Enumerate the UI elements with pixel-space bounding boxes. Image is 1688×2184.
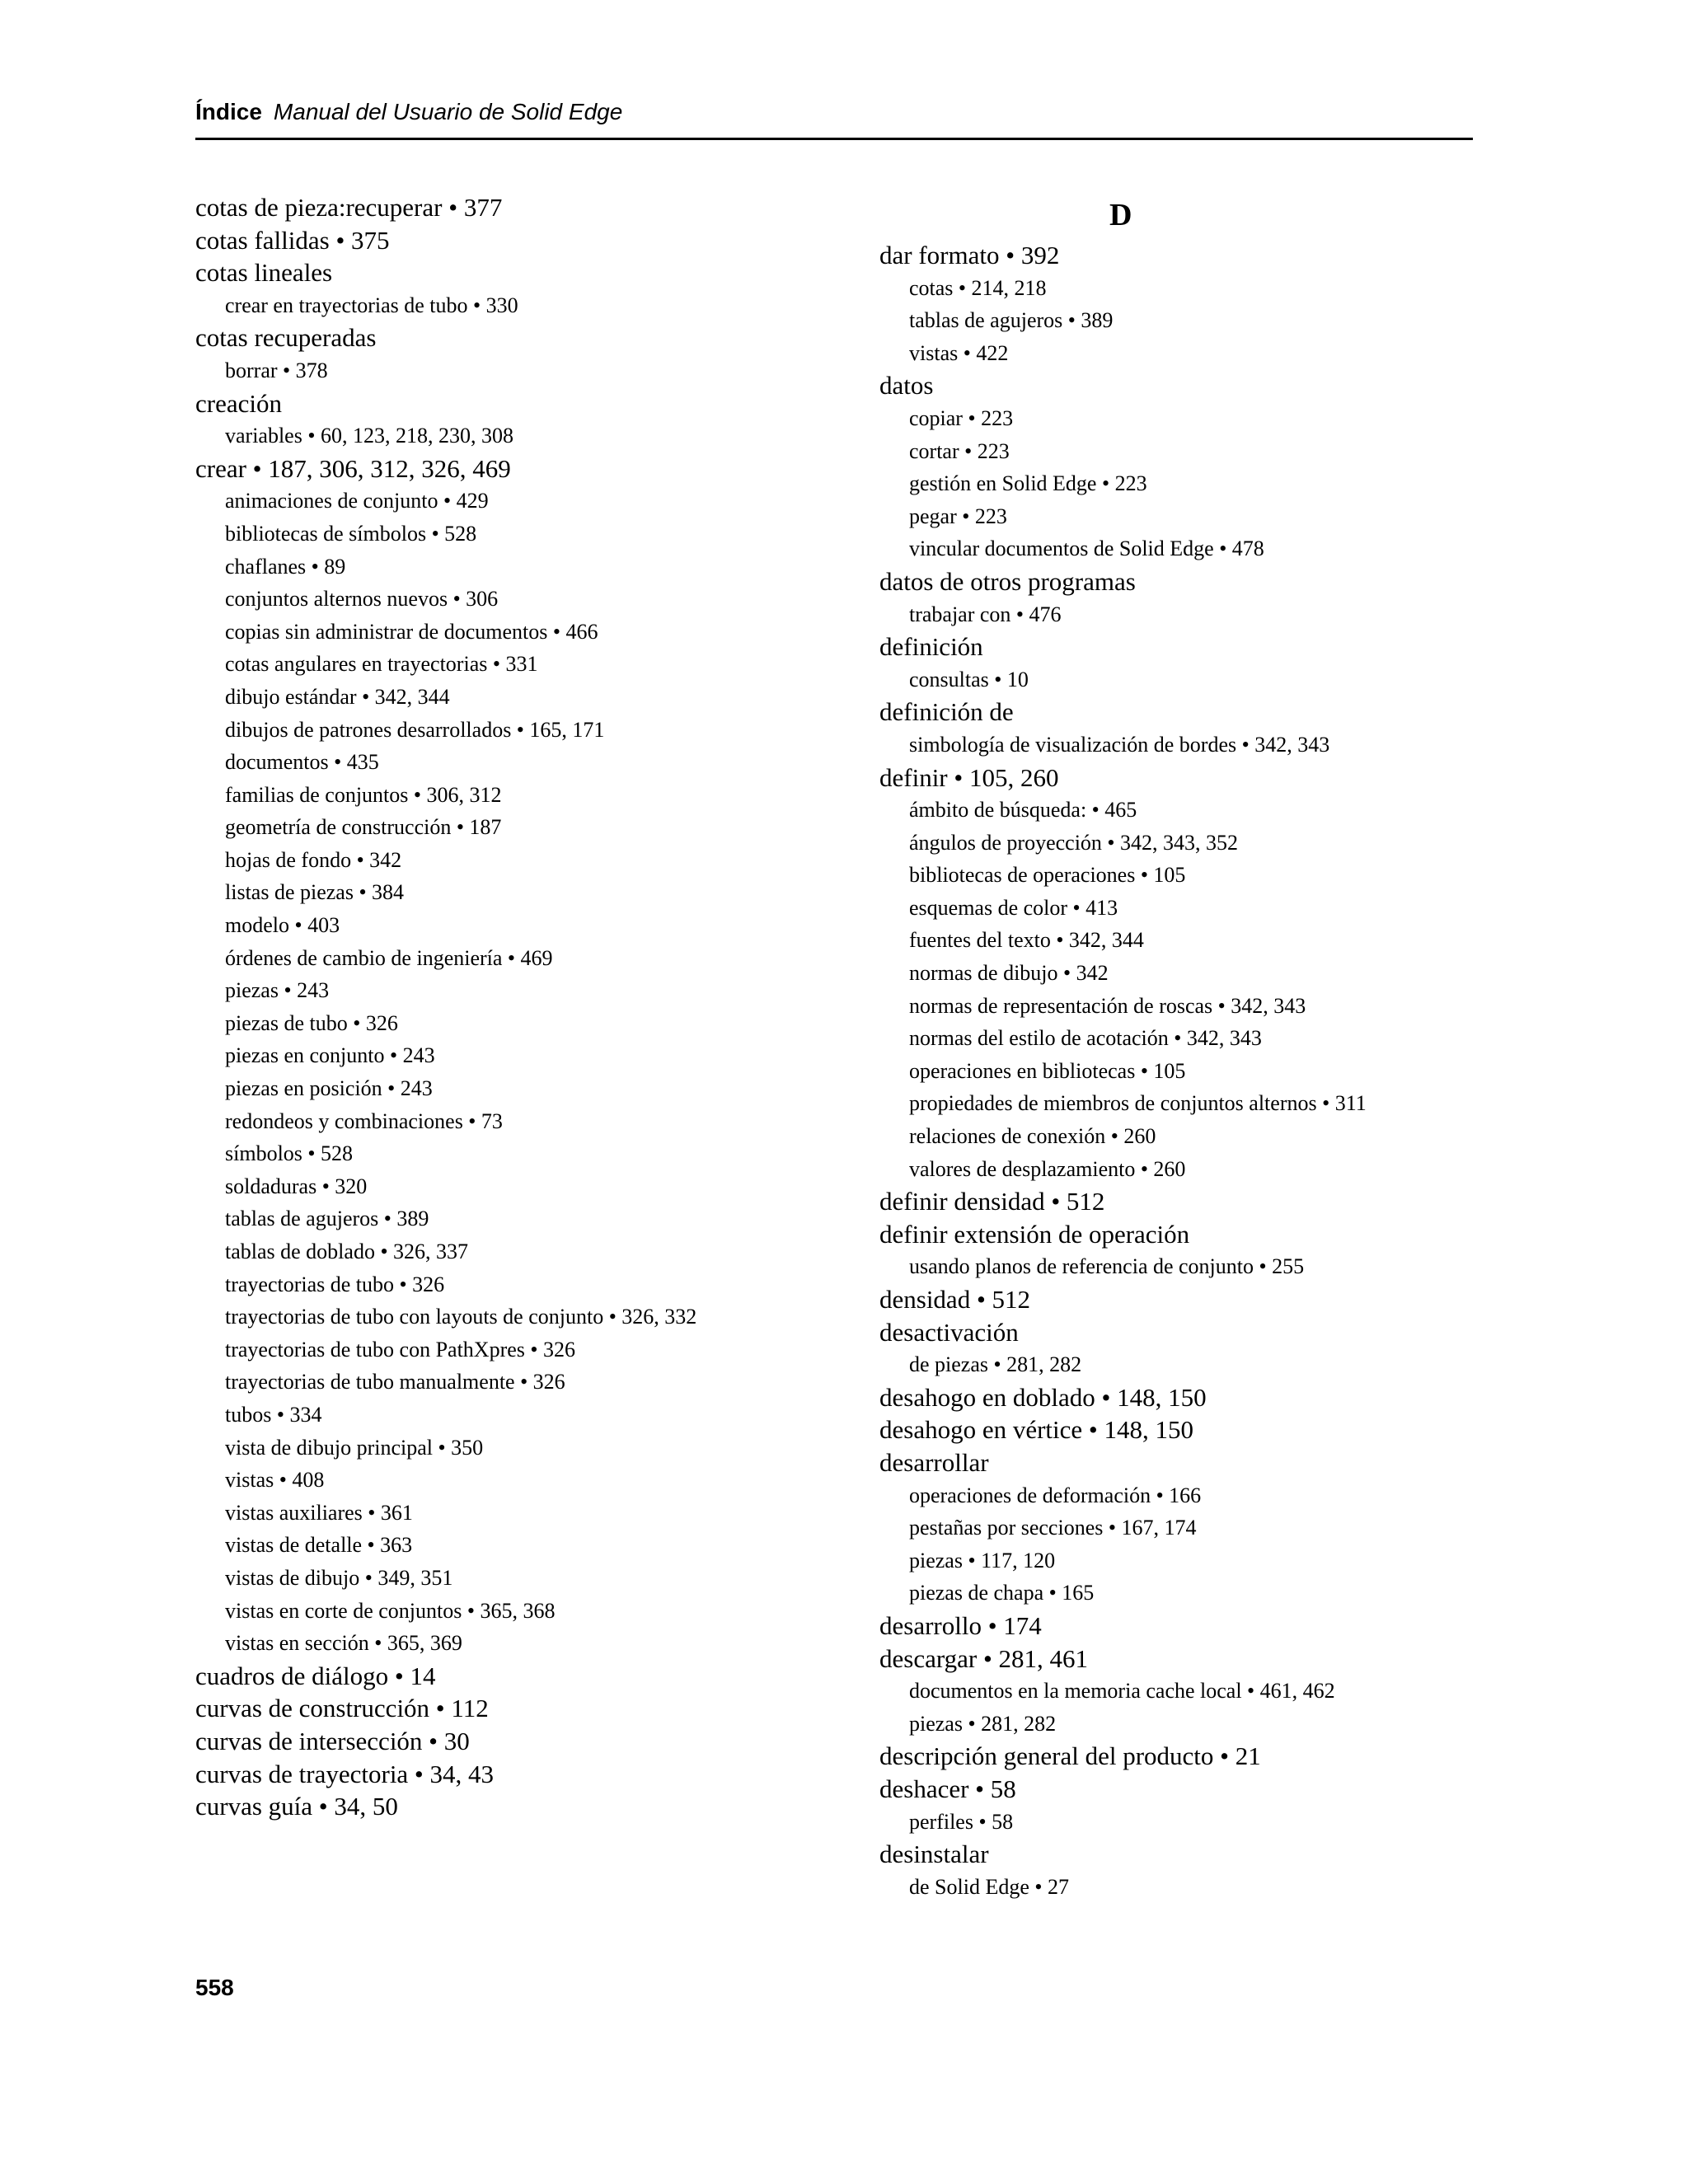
index-subentry: operaciones en bibliotecas • 105 — [909, 1058, 1186, 1083]
index-entry: crear • 187, 306, 312, 326, 469 — [195, 453, 511, 483]
index-entry: datos de otros programas — [879, 566, 1136, 596]
index-entry: definir densidad • 512 — [879, 1187, 1105, 1216]
index-subentry: vistas • 408 — [225, 1468, 325, 1493]
page-number: 558 — [195, 1975, 234, 2000]
index-subentry: variables • 60, 123, 218, 230, 308 — [225, 424, 513, 448]
index-subentry: tablas de doblado • 326, 337 — [225, 1240, 469, 1263]
index-column-right — [879, 191, 1473, 1903]
index-subentry: geometría de construcción • 187 — [225, 815, 502, 840]
index-subentry: piezas de tubo • 326 — [225, 1010, 398, 1035]
index-subentry: vincular documentos de Solid Edge • 478 — [909, 537, 1264, 561]
index-subentry: piezas en conjunto • 243 — [225, 1043, 435, 1068]
index-subentry: dibujo estándar • 342, 344 — [225, 684, 450, 709]
index-entry: curvas guía • 34, 50 — [195, 1792, 398, 1821]
index-entry: descargar • 281, 461 — [879, 1643, 1089, 1673]
index-subentry: tablas de agujeros • 389 — [909, 308, 1114, 333]
index-subentry: gestión en Solid Edge • 223 — [909, 471, 1147, 496]
section-letter: D — [1109, 198, 1132, 232]
header-rule — [195, 138, 1473, 140]
index-entry: cotas fallidas • 375 — [195, 225, 390, 255]
index-subentry: redondeos y combinaciones • 73 — [225, 1108, 503, 1133]
index-subentry: trabajar con • 476 — [909, 602, 1062, 626]
index-entry: cotas recuperadas — [195, 323, 377, 353]
index-subentry: vista de dibujo principal • 350 — [225, 1435, 484, 1460]
index-subentry: cortar • 223 — [909, 438, 1010, 463]
index-column-left — [195, 191, 838, 1823]
index-entry: cotas lineales — [195, 258, 333, 288]
index-subentry: ámbito de búsqueda: • 465 — [909, 798, 1137, 823]
index-entry: definición — [879, 632, 983, 662]
index-list-left — [195, 191, 838, 1823]
index-subentry: vistas en sección • 365, 369 — [225, 1631, 462, 1656]
index-subentry: piezas • 243 — [225, 978, 330, 1003]
index-entry: curvas de construcción • 112 — [195, 1694, 489, 1723]
index-entry: desarrollar — [879, 1447, 989, 1477]
index-entry: desactivación — [879, 1317, 1019, 1347]
index-subentry: soldaduras • 320 — [225, 1174, 368, 1198]
index-entry: cotas de pieza:recuperar • 377 — [195, 193, 503, 222]
index-entry: creación — [195, 388, 282, 418]
index-subentry: tubos • 334 — [225, 1402, 322, 1427]
index-entry: definir • 105, 260 — [879, 762, 1059, 792]
index-subentry: conjuntos alternos nuevos • 306 — [225, 587, 499, 612]
index-subentry: documentos en la memoria cache local • 461, 462 — [909, 1679, 1335, 1704]
header-index-label: Índice — [195, 99, 262, 124]
header-manual-title: Manual del Usuario de Solid Edge — [273, 99, 623, 124]
index-subentry: símbolos • 528 — [225, 1141, 354, 1166]
index-subentry: trayectorias de tubo • 326 — [225, 1272, 445, 1296]
index-subentry: piezas • 117, 120 — [909, 1548, 1056, 1572]
index-subentry: trayectorias de tubo con PathXpres • 326 — [225, 1337, 575, 1361]
index-subentry: normas de dibujo • 342 — [909, 961, 1109, 986]
index-subentry: cotas • 214, 218 — [909, 275, 1047, 300]
index-subentry: normas de representación de roscas • 342, 343 — [909, 993, 1306, 1018]
index-subentry: de Solid Edge • 27 — [909, 1874, 1069, 1899]
index-entry: definir extensión de operación — [879, 1219, 1190, 1249]
index-subentry: simbología de visualización de bordes • 342, 343 — [909, 732, 1330, 757]
index-subentry: propiedades de miembros de conjuntos alternos • 311 — [909, 1091, 1367, 1116]
index-subentry: ángulos de proyección • 342, 343, 352 — [909, 830, 1239, 855]
index-subentry: tablas de agujeros • 389 — [225, 1207, 429, 1231]
index-subentry: vistas auxiliares • 361 — [225, 1500, 413, 1525]
index-subentry: bibliotecas de operaciones • 105 — [909, 863, 1186, 888]
index-entry: curvas de trayectoria • 34, 43 — [195, 1759, 495, 1788]
index-entry: desinstalar — [879, 1840, 989, 1869]
index-subentry: vistas de detalle • 363 — [225, 1533, 413, 1558]
index-subentry: órdenes de cambio de ingeniería • 469 — [225, 945, 553, 970]
index-subentry: bibliotecas de símbolos • 528 — [225, 521, 477, 546]
index-subentry: copiar • 223 — [909, 405, 1014, 430]
index-subentry: operaciones de deformación • 166 — [909, 1483, 1202, 1507]
index-subentry: valores de desplazamiento • 260 — [909, 1156, 1186, 1181]
index-entry: definición de — [879, 697, 1014, 727]
index-entry: deshacer • 58 — [879, 1774, 1016, 1803]
index-subentry: documentos • 435 — [225, 750, 379, 775]
index-entry: dar formato • 392 — [879, 241, 1060, 269]
index-subentry: piezas • 281, 282 — [909, 1711, 1057, 1736]
index-subentry: copias sin administrar de documentos • 466 — [225, 619, 598, 644]
index-entry: datos — [879, 371, 934, 401]
index-subentry: vistas • 422 — [909, 340, 1009, 365]
index-subentry: consultas • 10 — [909, 667, 1029, 691]
index-subentry: hojas de fondo • 342 — [225, 847, 402, 872]
index-entry: cuadros de diálogo • 14 — [195, 1661, 436, 1690]
index-entry: desahogo en vértice • 148, 150 — [879, 1415, 1194, 1445]
index-subentry: piezas de chapa • 165 — [909, 1581, 1095, 1605]
index-subentry: perfiles • 58 — [909, 1809, 1014, 1834]
index-subentry: cotas angulares en trayectorias • 331 — [225, 652, 538, 677]
index-subentry: de piezas • 281, 282 — [909, 1352, 1082, 1377]
index-entry: desahogo en doblado • 148, 150 — [879, 1382, 1207, 1412]
index-subentry: vistas de dibujo • 349, 351 — [225, 1565, 453, 1590]
index-subentry: pestañas por secciones • 167, 174 — [909, 1516, 1197, 1540]
index-subentry: listas de piezas • 384 — [225, 880, 405, 905]
index-subentry: trayectorias de tubo manualmente • 326 — [225, 1370, 565, 1394]
index-subentry: familias de conjuntos • 306, 312 — [225, 782, 502, 807]
index-subentry: usando planos de referencia de conjunto • 255 — [909, 1254, 1305, 1279]
index-subentry: vistas en corte de conjuntos • 365, 368 — [225, 1598, 556, 1623]
index-subentry: animaciones de conjunto • 429 — [225, 489, 489, 513]
index-subentry: dibujos de patrones desarrollados • 165, 171 — [225, 717, 605, 742]
index-subentry: chaflanes • 89 — [225, 554, 346, 579]
index-subentry: esquemas de color • 413 — [909, 895, 1118, 920]
index-subentry: fuentes del texto • 342, 344 — [909, 928, 1144, 953]
index-list-right — [879, 239, 1473, 1903]
index-subentry: modelo • 403 — [225, 913, 340, 938]
index-subentry: relaciones de conexión • 260 — [909, 1124, 1156, 1149]
index-entry: desarrollo • 174 — [879, 1610, 1042, 1640]
running-header — [195, 97, 622, 127]
index-subentry: normas del estilo de acotación • 342, 343 — [909, 1026, 1262, 1051]
index-subentry: piezas en posición • 243 — [225, 1076, 433, 1101]
index-subentry: trayectorias de tubo con layouts de conjunto • 326, 332 — [225, 1305, 697, 1329]
index-subentry: pegar • 223 — [909, 504, 1007, 528]
index-subentry: crear en trayectorias de tubo • 330 — [225, 293, 518, 317]
index-entry: descripción general del producto • 21 — [879, 1741, 1261, 1771]
index-entry: curvas de intersección • 30 — [195, 1726, 470, 1755]
index-entry: densidad • 512 — [879, 1285, 1031, 1314]
index-subentry: borrar • 378 — [225, 358, 328, 382]
